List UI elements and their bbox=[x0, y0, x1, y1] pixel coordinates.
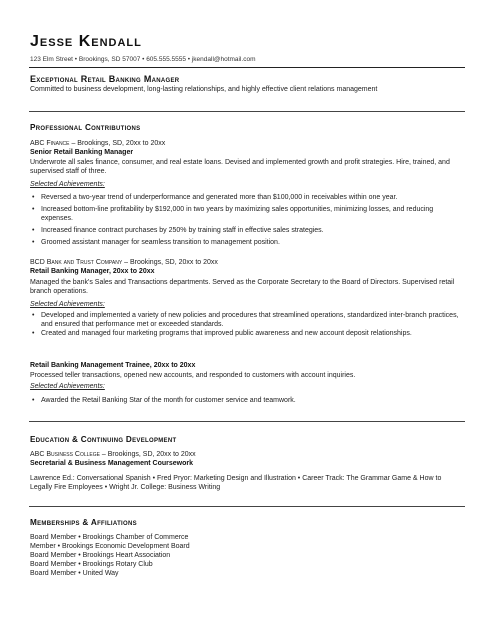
job1-employer bbox=[30, 140, 165, 147]
section-divider bbox=[29, 421, 465, 422]
education-program: Secretarial & Business Management Coursework bbox=[30, 460, 194, 467]
job2-achievements2 bbox=[30, 396, 466, 405]
job1-description: Underwrote all sales finance, consumer, and real estate loans. Devised and implemented growth and profit strategies. Hire, trained, and supervised staff of three. bbox=[30, 159, 450, 175]
education-courses: Lawrence Ed.: Conversational Spanish • Fred Pryor: Marketing Design and Illustration • Career Track: The Grammar Game & How to Legally Fire Employees • Wright Jr. College: Business Writing bbox=[30, 475, 442, 491]
job2-achievements bbox=[30, 311, 466, 338]
section-divider bbox=[29, 506, 465, 507]
list-item: • Increased bottom-line profitability by $192,000 in two years by maximizing sales opportunities, minimizing losses, and reducing expenses. bbox=[30, 205, 466, 223]
job2-company: BCD Bank and Trust Company bbox=[30, 259, 123, 266]
section-heading-education: Education & Continuing Development bbox=[30, 435, 177, 444]
list-item: • Developed and implemented a variety of new policies and procedures that streamlined operations, standardized inter-branch practices, and ensured that performance met or exceeded standards. bbox=[30, 311, 466, 329]
job2-employer bbox=[30, 259, 218, 266]
job1-selected-label: Selected Achievements: bbox=[30, 181, 105, 188]
job2-location-dates: – Brookings, SD, 20xx to 20xx bbox=[122, 259, 218, 266]
job1-company: ABC Finance bbox=[30, 140, 70, 147]
job2-title: Retail Banking Manager, 20xx to 20xx bbox=[30, 268, 155, 275]
job1-achievements bbox=[30, 193, 466, 247]
contact-line: 123 Elm Street • Brookings, SD 57007 • 605.555.5555 • jkendall@hotmail.com bbox=[30, 56, 256, 63]
job2-selected-label2: Selected Achievements: bbox=[30, 383, 105, 390]
job2-description2: Processed teller transactions, opened new accounts, and responded to customers with account inquiries. bbox=[30, 372, 356, 379]
section-divider bbox=[29, 111, 465, 112]
job2-description: Managed the bank's Sales and Transactions departments. Served as the Corporate Secretary to the Board of Directors. Supervised retail branch operations. bbox=[30, 279, 455, 295]
headline-title: Exceptional Retail Banking Manager bbox=[30, 74, 180, 84]
candidate-name: Jesse Kendall bbox=[30, 33, 142, 50]
education-school: ABC Business College bbox=[30, 451, 100, 458]
list-item: • Created and managed four marketing programs that improved public awareness and new account deposit relationships. bbox=[30, 329, 466, 338]
list-item: Member • Brookings Economic Development Board bbox=[30, 543, 190, 550]
list-item: • Reversed a two-year trend of underperformance and generated more than $100,000 in receivables within one year. bbox=[30, 193, 466, 202]
list-item: • Increased finance contract purchases by 250% by training staff in effective sales strategies. bbox=[30, 226, 466, 235]
list-item: Board Member • Brookings Rotary Club bbox=[30, 561, 153, 568]
job1-title: Senior Retail Banking Manager bbox=[30, 149, 134, 156]
list-item: • Groomed assistant manager for seamless transition to management position. bbox=[30, 238, 466, 247]
education-school-line bbox=[30, 451, 196, 458]
header-divider bbox=[29, 67, 465, 68]
list-item: Board Member • United Way bbox=[30, 570, 119, 577]
job2-title2: Retail Banking Management Trainee, 20xx to 20xx bbox=[30, 362, 196, 369]
list-item: Board Member • Brookings Heart Association bbox=[30, 552, 171, 559]
section-heading-professional: Professional Contributions bbox=[30, 123, 141, 132]
headline-summary: Committed to business development, long-lasting relationships, and highly effective client relations management bbox=[30, 86, 378, 93]
job2-selected-label: Selected Achievements: bbox=[30, 301, 105, 308]
list-item: Board Member • Brookings Chamber of Commerce bbox=[30, 534, 189, 541]
membership-list bbox=[30, 533, 190, 578]
job1-location-dates: – Brookings, SD, 20xx to 20xx bbox=[69, 140, 166, 147]
list-item: • Awarded the Retail Banking Star of the month for customer service and teamwork. bbox=[30, 396, 466, 405]
education-location-dates: – Brookings, SD, 20xx to 20xx bbox=[99, 451, 196, 458]
section-heading-memberships: Memberships & Affiliations bbox=[30, 518, 137, 527]
